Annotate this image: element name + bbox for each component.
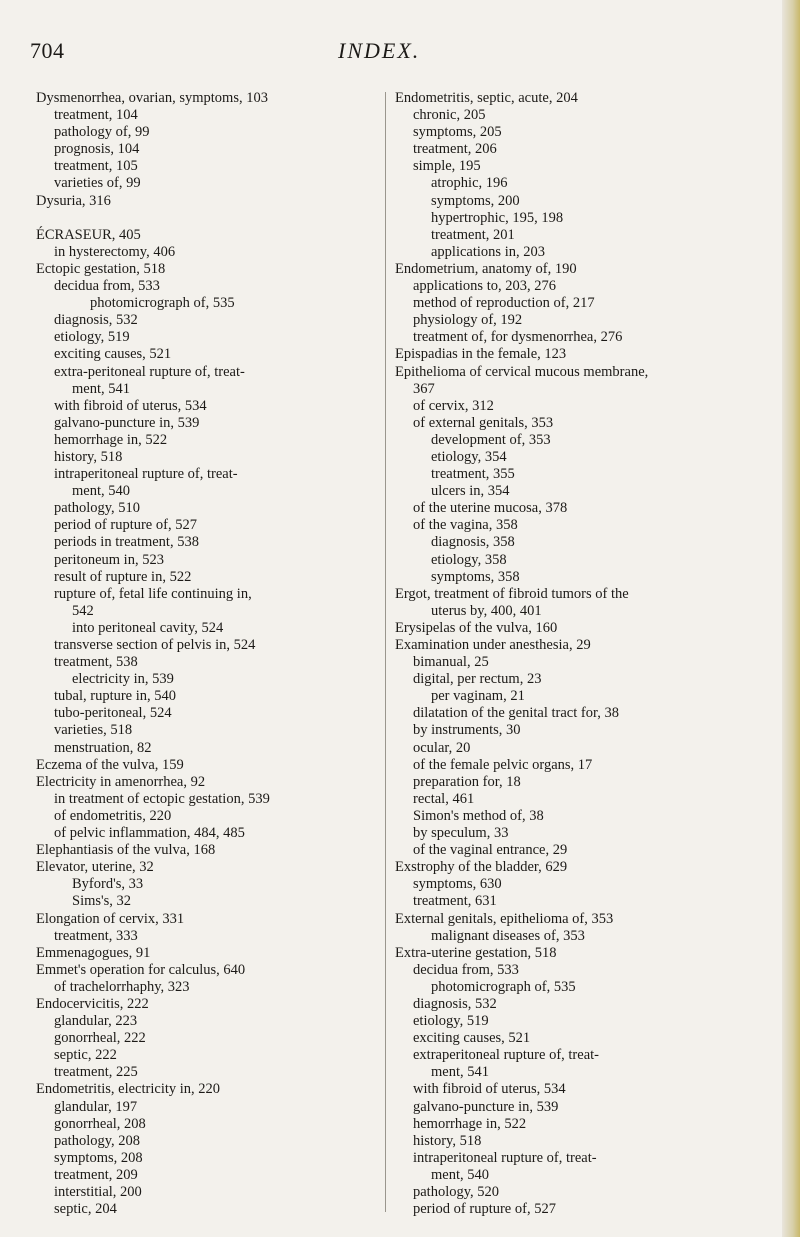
index-entry: ulcers in, 354 xyxy=(431,483,510,500)
index-entry: etiology, 519 xyxy=(54,329,130,346)
index-entry: decidua from, 533 xyxy=(54,278,160,295)
index-entry: glandular, 197 xyxy=(54,1098,138,1115)
index-entry: hemorrhage in, 522 xyxy=(413,1115,527,1132)
index-entry: of the uterine mucosa, 378 xyxy=(413,500,568,517)
index-entry: treatment, 104 xyxy=(54,107,138,124)
index-entry: hypertrophic, 195, 198 xyxy=(431,209,564,226)
index-entry: Dysmenorrhea, ovarian, symptoms, 103 xyxy=(36,90,268,106)
index-entry: digital, per rectum, 23 xyxy=(413,671,542,688)
index-entry: malignant diseases of, 353 xyxy=(431,927,585,944)
index-entry: treatment, 631 xyxy=(413,893,497,910)
index-entry: intraperitoneal rupture of, treat- xyxy=(413,1149,597,1166)
index-entry: symptoms, 205 xyxy=(413,124,502,141)
index-entry: etiology, 358 xyxy=(431,551,507,568)
index-entry: bimanual, 25 xyxy=(413,654,489,671)
index-entry: treatment, 225 xyxy=(54,1064,138,1081)
index-entry: method of reproduction of, 217 xyxy=(413,295,595,312)
index-entry: rectal, 461 xyxy=(413,790,475,807)
index-entry: uterus by, 400, 401 xyxy=(431,602,542,619)
column-divider xyxy=(385,92,386,1212)
index-entry: by speculum, 33 xyxy=(413,825,509,842)
index-entry: chronic, 205 xyxy=(413,107,486,124)
index-entry: transverse section of pelvis in, 524 xyxy=(54,637,256,653)
index-entry: Sims's, 32 xyxy=(72,893,132,910)
index-entry: Examination under anesthesia, 29 xyxy=(395,637,591,653)
index-entry: result of rupture in, 522 xyxy=(54,568,192,585)
index-entry: gonorrheal, 208 xyxy=(54,1115,146,1132)
index-entry: Emmet's operation for calculus, 640 xyxy=(36,961,246,978)
index-entry: treatment of, for dysmenorrhea, 276 xyxy=(413,329,623,346)
index-entry: gonorrheal, 222 xyxy=(54,1030,146,1047)
index-entry: ment, 540 xyxy=(72,483,130,500)
index-entry: electricity in, 539 xyxy=(72,671,174,688)
index-entry: Endometritis, electricity in, 220 xyxy=(36,1081,221,1098)
index-entry: Ectopic gestation, 518 xyxy=(36,260,166,277)
index-entry: diagnosis, 532 xyxy=(413,995,497,1012)
index-entry: Simon's method of, 38 xyxy=(413,807,544,824)
index-entry: of external genitals, 353 xyxy=(413,414,554,431)
index-column-right xyxy=(395,90,783,1218)
page-edge xyxy=(782,0,800,1237)
index-entry: pathology, 520 xyxy=(413,1184,500,1200)
index-entry: ment, 541 xyxy=(431,1064,489,1081)
index-entry: with fibroid of uterus, 534 xyxy=(54,397,207,414)
index-entry: development of, 353 xyxy=(431,431,551,448)
index-entry: pathology, 208 xyxy=(54,1132,141,1149)
index-entry: in hysterectomy, 406 xyxy=(54,243,176,260)
index-entry: ment, 540 xyxy=(431,1166,489,1183)
index-entry: of endometritis, 220 xyxy=(54,807,172,824)
index-entry: treatment, 333 xyxy=(54,927,138,944)
index-entry: ÉCRASEUR, 405 xyxy=(36,226,141,243)
index-entry: etiology, 354 xyxy=(431,448,507,465)
index-entry: Dysuria, 316 xyxy=(36,192,111,209)
index-entry: hemorrhage in, 522 xyxy=(54,431,168,448)
index-entry: menstruation, 82 xyxy=(54,739,152,756)
index-entry: per vaginam, 21 xyxy=(431,688,525,705)
index-entry: physiology of, 192 xyxy=(413,312,523,329)
index-entry: Epispadias in the female, 123 xyxy=(395,346,567,363)
index-entry: exciting causes, 521 xyxy=(413,1030,531,1047)
index-entry: prognosis, 104 xyxy=(54,141,140,158)
index-entry: septic, 204 xyxy=(54,1201,117,1218)
index-entry: varieties of, 99 xyxy=(54,175,141,192)
index-entry: Epithelioma of cervical mucous membrane, xyxy=(395,363,649,380)
page-number: 704 xyxy=(30,38,65,63)
index-entry: simple, 195 xyxy=(413,158,481,175)
index-entry: period of rupture of, 527 xyxy=(54,517,197,534)
index-entry: history, 518 xyxy=(413,1132,482,1149)
index-entry: intraperitoneal rupture of, treat- xyxy=(54,466,238,483)
index-entry: symptoms, 358 xyxy=(431,568,520,585)
index-entry: of pelvic inflammation, 484, 485 xyxy=(54,825,245,842)
index-entry: glandular, 223 xyxy=(54,1013,138,1030)
index-entry: Emmenagogues, 91 xyxy=(36,944,151,961)
index-entry: extraperitoneal rupture of, treat- xyxy=(413,1047,599,1064)
running-title: INDEX. xyxy=(338,38,421,63)
index-entry: by instruments, 30 xyxy=(413,722,521,739)
index-entry: Electricity in amenorrhea, 92 xyxy=(36,773,206,790)
index-entry: Elongation of cervix, 331 xyxy=(36,910,185,927)
index-entry: ment, 541 xyxy=(72,380,130,397)
index-entry: galvano-puncture in, 539 xyxy=(54,414,200,431)
index-entry: interstitial, 200 xyxy=(54,1184,142,1200)
index-entry: Elevator, uterine, 32 xyxy=(36,859,154,876)
index-entry: 367 xyxy=(413,380,435,397)
index-entry: treatment, 209 xyxy=(54,1166,138,1183)
index-entry: Erysipelas of the vulva, 160 xyxy=(395,619,558,636)
index-entry: photomicrograph of, 535 xyxy=(431,978,576,995)
index-entry: galvano-puncture in, 539 xyxy=(413,1098,559,1115)
page-header xyxy=(0,38,800,68)
index-entry: exciting causes, 521 xyxy=(54,346,172,363)
index-entry: symptoms, 200 xyxy=(431,192,520,209)
index-entry: history, 518 xyxy=(54,448,123,465)
index-entry: symptoms, 208 xyxy=(54,1149,143,1166)
index-entry: septic, 222 xyxy=(54,1047,117,1064)
index-entry: preparation for, 18 xyxy=(413,773,521,790)
index-entry: treatment, 355 xyxy=(431,466,515,483)
index-entry: Byford's, 33 xyxy=(72,876,144,893)
index-entry: applications in, 203 xyxy=(431,243,545,260)
index-entry: photomicrograph of, 535 xyxy=(90,295,235,312)
index-entry: rupture of, fetal life continuing in, xyxy=(54,585,252,602)
index-entry: of cervix, 312 xyxy=(413,397,494,414)
index-entry: tubo-peritoneal, 524 xyxy=(54,705,172,722)
index-entry: periods in treatment, 538 xyxy=(54,534,199,551)
index-entry: applications to, 203, 276 xyxy=(413,278,556,295)
index-entry: period of rupture of, 527 xyxy=(413,1201,556,1218)
index-entry: treatment, 206 xyxy=(413,141,497,158)
index-entry: treatment, 538 xyxy=(54,654,138,671)
index-entry: of trachelorrhaphy, 323 xyxy=(54,978,190,995)
index-entry: Ergot, treatment of fibroid tumors of the xyxy=(395,585,629,602)
index-entry: diagnosis, 532 xyxy=(54,312,138,329)
index-entry: of the vagina, 358 xyxy=(413,517,518,534)
index-entry: treatment, 105 xyxy=(54,158,138,175)
index-entry: treatment, 201 xyxy=(431,226,515,243)
index-entry: with fibroid of uterus, 534 xyxy=(413,1081,566,1098)
index-entry: Exstrophy of the bladder, 629 xyxy=(395,859,568,876)
index-entry: of the vaginal entrance, 29 xyxy=(413,842,568,859)
index-entry: diagnosis, 358 xyxy=(431,534,515,551)
index-entry: tubal, rupture in, 540 xyxy=(54,688,177,705)
index-entry: Elephantiasis of the vulva, 168 xyxy=(36,842,216,859)
index-entry: decidua from, 533 xyxy=(413,961,519,978)
index-entry: pathology, 510 xyxy=(54,500,141,517)
index-entry: External genitals, epithelioma of, 353 xyxy=(395,910,614,927)
index-entry: 542 xyxy=(72,602,94,619)
index-entry: atrophic, 196 xyxy=(431,175,508,192)
index-entry: Endometrium, anatomy of, 190 xyxy=(395,260,577,277)
index-entry: etiology, 519 xyxy=(413,1013,489,1030)
index-entry: into peritoneal cavity, 524 xyxy=(72,619,224,636)
index-entry: ocular, 20 xyxy=(413,739,471,756)
index-entry: of the female pelvic organs, 17 xyxy=(413,756,593,773)
index-entry: extra-peritoneal rupture of, treat- xyxy=(54,363,245,380)
index-entry: pathology of, 99 xyxy=(54,124,150,141)
index-entry: Extra-uterine gestation, 518 xyxy=(395,944,557,961)
index-entry: Endometritis, septic, acute, 204 xyxy=(395,90,578,106)
index-column-left xyxy=(36,90,376,1218)
index-entry: in treatment of ectopic gestation, 539 xyxy=(54,790,270,807)
index-entry: peritoneum in, 523 xyxy=(54,551,164,568)
index-entry: Eczema of the vulva, 159 xyxy=(36,756,184,773)
index-entry: dilatation of the genital tract for, 38 xyxy=(413,705,619,722)
index-entry xyxy=(36,210,376,227)
index-entry: Endocervicitis, 222 xyxy=(36,995,149,1012)
index-entry: varieties, 518 xyxy=(54,722,133,739)
index-entry: symptoms, 630 xyxy=(413,876,502,893)
